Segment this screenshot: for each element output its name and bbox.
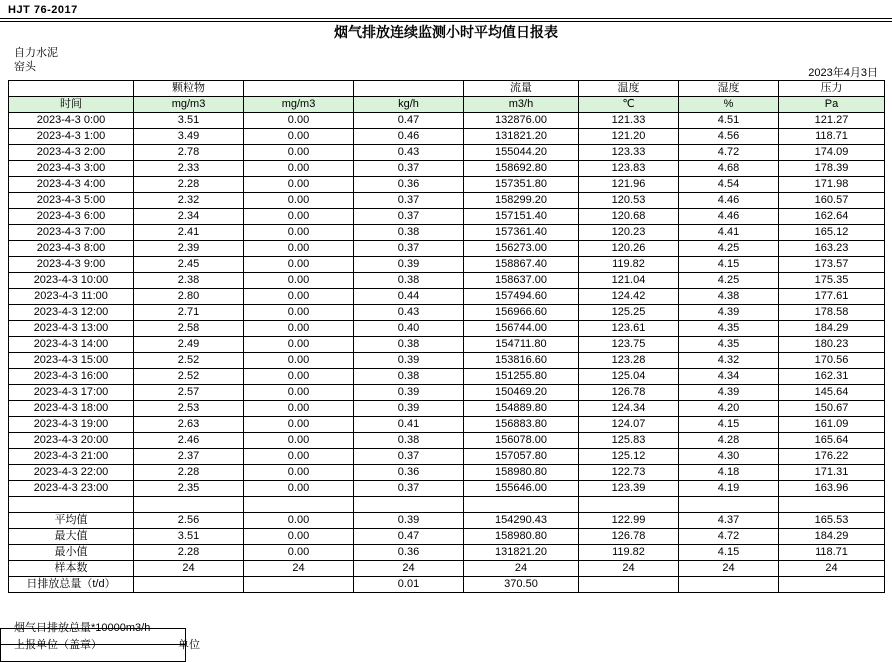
- summary-value: [779, 577, 885, 593]
- cell-value: 0.41: [354, 417, 464, 433]
- cell-time: 2023-4-3 6:00: [9, 209, 134, 225]
- cell-value: 0.00: [244, 209, 354, 225]
- cell-time: 2023-4-3 14:00: [9, 337, 134, 353]
- cell-value: 119.82: [579, 257, 679, 273]
- summary-value: 131821.20: [464, 545, 579, 561]
- cell-value: 0.00: [244, 417, 354, 433]
- table-row: [9, 225, 885, 241]
- cell-value: 3.49: [134, 129, 244, 145]
- cell-value: 0.00: [244, 289, 354, 305]
- cell-time: 2023-4-3 7:00: [9, 225, 134, 241]
- cell-value: 2.57: [134, 385, 244, 401]
- table-row: [9, 321, 885, 337]
- cell-value: 158692.80: [464, 161, 579, 177]
- cell-value: 4.18: [679, 465, 779, 481]
- cell-value: 155044.20: [464, 145, 579, 161]
- unit-cell: %: [679, 97, 779, 113]
- cell-value: 4.34: [679, 369, 779, 385]
- cell-value: 0.00: [244, 305, 354, 321]
- cell-value: 0.00: [244, 481, 354, 497]
- report-table: [8, 80, 885, 593]
- cell-time: 2023-4-3 19:00: [9, 417, 134, 433]
- spacer-cell: [579, 497, 679, 513]
- cell-value: 124.07: [579, 417, 679, 433]
- cell-time: 2023-4-3 9:00: [9, 257, 134, 273]
- summary-value: [579, 577, 679, 593]
- cell-value: 0.38: [354, 433, 464, 449]
- cell-time: 2023-4-3 3:00: [9, 161, 134, 177]
- table-row: [9, 449, 885, 465]
- cell-value: 175.35: [779, 273, 885, 289]
- table-row: [9, 401, 885, 417]
- cell-value: 0.00: [244, 353, 354, 369]
- summary-value: [244, 577, 354, 593]
- cell-value: 131821.20: [464, 129, 579, 145]
- cell-value: 123.33: [579, 145, 679, 161]
- summary-value: 158980.80: [464, 529, 579, 545]
- table-row: [9, 417, 885, 433]
- cell-value: 0.43: [354, 305, 464, 321]
- spacer-cell: [354, 497, 464, 513]
- spacer-cell: [244, 497, 354, 513]
- cell-value: 2.52: [134, 369, 244, 385]
- cell-value: 0.39: [354, 257, 464, 273]
- cell-value: 0.00: [244, 369, 354, 385]
- cell-value: 4.20: [679, 401, 779, 417]
- cell-value: 156078.00: [464, 433, 579, 449]
- cell-value: 2.53: [134, 401, 244, 417]
- cell-value: 171.31: [779, 465, 885, 481]
- table-row: [9, 209, 885, 225]
- summary-value: 2.56: [134, 513, 244, 529]
- cell-value: 0.00: [244, 241, 354, 257]
- cell-value: 157351.80: [464, 177, 579, 193]
- cell-value: 2.33: [134, 161, 244, 177]
- cell-time: 2023-4-3 8:00: [9, 241, 134, 257]
- cell-value: 121.96: [579, 177, 679, 193]
- table-row: [9, 145, 885, 161]
- cell-value: 174.09: [779, 145, 885, 161]
- cell-value: 123.39: [579, 481, 679, 497]
- cell-value: 2.71: [134, 305, 244, 321]
- cell-value: 163.23: [779, 241, 885, 257]
- cell-value: 0.00: [244, 449, 354, 465]
- table-row: [9, 369, 885, 385]
- table-row: [9, 113, 885, 129]
- organization-name: 自力水泥: [14, 47, 58, 59]
- summary-value: 24: [134, 561, 244, 577]
- summary-label: 样本数: [9, 561, 134, 577]
- cell-value: 121.27: [779, 113, 885, 129]
- cell-time: 2023-4-3 0:00: [9, 113, 134, 129]
- cell-value: 4.72: [679, 145, 779, 161]
- cell-value: 4.56: [679, 129, 779, 145]
- summary-value: 165.53: [779, 513, 885, 529]
- cell-value: 124.42: [579, 289, 679, 305]
- cell-value: 121.20: [579, 129, 679, 145]
- cell-value: 0.00: [244, 193, 354, 209]
- cell-value: 2.49: [134, 337, 244, 353]
- cell-value: 132876.00: [464, 113, 579, 129]
- cell-value: 157057.80: [464, 449, 579, 465]
- group-header-cell: 湿度: [679, 81, 779, 97]
- cell-value: 4.15: [679, 257, 779, 273]
- cell-value: 2.41: [134, 225, 244, 241]
- cell-value: 0.38: [354, 337, 464, 353]
- cell-value: 2.34: [134, 209, 244, 225]
- summary-value: [679, 577, 779, 593]
- cell-value: 4.51: [679, 113, 779, 129]
- summary-value: 4.15: [679, 545, 779, 561]
- site-name: 窑头: [14, 61, 36, 73]
- summary-value: 24: [464, 561, 579, 577]
- cell-value: 156744.00: [464, 321, 579, 337]
- cell-value: 122.73: [579, 465, 679, 481]
- summary-value: 0.01: [354, 577, 464, 593]
- summary-row-max: [9, 529, 885, 545]
- cell-value: 4.25: [679, 273, 779, 289]
- cell-value: 176.22: [779, 449, 885, 465]
- cell-value: 0.00: [244, 321, 354, 337]
- cell-value: 171.98: [779, 177, 885, 193]
- summary-label: 日排放总量（t/d）: [9, 577, 134, 593]
- cell-value: 0.00: [244, 433, 354, 449]
- summary-value: 3.51: [134, 529, 244, 545]
- unit-cell: kg/h: [354, 97, 464, 113]
- summary-value: 118.71: [779, 545, 885, 561]
- cell-value: 125.04: [579, 369, 679, 385]
- cell-value: 0.00: [244, 465, 354, 481]
- cell-value: 155646.00: [464, 481, 579, 497]
- cell-value: 0.38: [354, 225, 464, 241]
- table-row: [9, 257, 885, 273]
- summary-value: 0.36: [354, 545, 464, 561]
- cell-value: 178.58: [779, 305, 885, 321]
- footer-signature-box-top: [0, 628, 186, 645]
- cell-value: 126.78: [579, 385, 679, 401]
- cell-time: 2023-4-3 15:00: [9, 353, 134, 369]
- footer-report-unit-label: 上报单位（盖章）: [14, 639, 102, 651]
- summary-row-count: [9, 561, 885, 577]
- table-row: [9, 481, 885, 497]
- cell-value: 121.04: [579, 273, 679, 289]
- cell-value: 121.33: [579, 113, 679, 129]
- cell-value: 4.68: [679, 161, 779, 177]
- cell-value: 165.12: [779, 225, 885, 241]
- group-header-cell: 颗粒物: [134, 81, 244, 97]
- cell-value: 170.56: [779, 353, 885, 369]
- cell-value: 163.96: [779, 481, 885, 497]
- cell-value: 4.35: [679, 321, 779, 337]
- cell-value: 2.63: [134, 417, 244, 433]
- cell-value: 154889.80: [464, 401, 579, 417]
- cell-value: 161.09: [779, 417, 885, 433]
- cell-value: 2.38: [134, 273, 244, 289]
- cell-value: 2.80: [134, 289, 244, 305]
- cell-value: 0.40: [354, 321, 464, 337]
- cell-value: 2.39: [134, 241, 244, 257]
- cell-value: 173.57: [779, 257, 885, 273]
- summary-value: 0.00: [244, 513, 354, 529]
- cell-value: 150469.20: [464, 385, 579, 401]
- page-title: 烟气排放连续监测小时平均值日报表: [334, 24, 558, 40]
- cell-value: 0.38: [354, 273, 464, 289]
- table-row: [9, 433, 885, 449]
- cell-value: 162.31: [779, 369, 885, 385]
- group-header-cell: [244, 81, 354, 97]
- cell-value: 2.78: [134, 145, 244, 161]
- table-row: [9, 129, 885, 145]
- cell-value: 2.46: [134, 433, 244, 449]
- cell-value: 158980.80: [464, 465, 579, 481]
- spacer-cell: [9, 497, 134, 513]
- cell-value: 165.64: [779, 433, 885, 449]
- cell-value: 125.12: [579, 449, 679, 465]
- cell-time: 2023-4-3 13:00: [9, 321, 134, 337]
- cell-time: 2023-4-3 21:00: [9, 449, 134, 465]
- summary-value: 4.37: [679, 513, 779, 529]
- unit-cell: Pa: [779, 97, 885, 113]
- unit-cell: m3/h: [464, 97, 579, 113]
- cell-value: 0.43: [354, 145, 464, 161]
- spacer-cell: [134, 497, 244, 513]
- summary-value: 0.00: [244, 529, 354, 545]
- cell-time: 2023-4-3 4:00: [9, 177, 134, 193]
- cell-value: 0.37: [354, 241, 464, 257]
- group-header-cell: 流量: [464, 81, 579, 97]
- cell-value: 4.54: [679, 177, 779, 193]
- cell-value: 2.37: [134, 449, 244, 465]
- cell-value: 0.00: [244, 113, 354, 129]
- cell-value: 0.36: [354, 177, 464, 193]
- summary-value: 2.28: [134, 545, 244, 561]
- table-row: [9, 465, 885, 481]
- cell-value: 180.23: [779, 337, 885, 353]
- cell-value: 158867.40: [464, 257, 579, 273]
- summary-value: 119.82: [579, 545, 679, 561]
- cell-value: 0.00: [244, 145, 354, 161]
- cell-value: 3.51: [134, 113, 244, 129]
- cell-value: 158299.20: [464, 193, 579, 209]
- unit-cell: ℃: [579, 97, 679, 113]
- cell-value: 2.35: [134, 481, 244, 497]
- cell-value: 4.39: [679, 305, 779, 321]
- cell-value: 184.29: [779, 321, 885, 337]
- cell-value: 0.37: [354, 449, 464, 465]
- standard-code: HJT 76-2017: [8, 4, 78, 16]
- cell-value: 4.41: [679, 225, 779, 241]
- cell-time: 2023-4-3 20:00: [9, 433, 134, 449]
- cell-value: 4.39: [679, 385, 779, 401]
- cell-value: 120.26: [579, 241, 679, 257]
- summary-value: 0.39: [354, 513, 464, 529]
- summary-label: 平均值: [9, 513, 134, 529]
- cell-value: 0.44: [354, 289, 464, 305]
- cell-time: 2023-4-3 5:00: [9, 193, 134, 209]
- table-row: [9, 193, 885, 209]
- cell-value: 125.25: [579, 305, 679, 321]
- group-header-cell: 温度: [579, 81, 679, 97]
- cell-value: 0.00: [244, 273, 354, 289]
- summary-value: 24: [354, 561, 464, 577]
- cell-value: 157151.40: [464, 209, 579, 225]
- summary-value: 0.47: [354, 529, 464, 545]
- table-row: [9, 241, 885, 257]
- cell-time: 2023-4-3 17:00: [9, 385, 134, 401]
- cell-value: 120.53: [579, 193, 679, 209]
- cell-value: 4.28: [679, 433, 779, 449]
- spacer-cell: [779, 497, 885, 513]
- table-row: [9, 337, 885, 353]
- table-row: [9, 353, 885, 369]
- summary-value: 4.72: [679, 529, 779, 545]
- cell-value: 150.67: [779, 401, 885, 417]
- cell-value: 0.39: [354, 401, 464, 417]
- cell-value: 0.39: [354, 353, 464, 369]
- cell-time: 2023-4-3 12:00: [9, 305, 134, 321]
- cell-value: 0.37: [354, 193, 464, 209]
- cell-value: 120.68: [579, 209, 679, 225]
- cell-value: 0.47: [354, 113, 464, 129]
- cell-value: 0.37: [354, 481, 464, 497]
- summary-value: 0.00: [244, 545, 354, 561]
- cell-value: 156883.80: [464, 417, 579, 433]
- cell-value: 0.00: [244, 129, 354, 145]
- table-row: [9, 289, 885, 305]
- cell-value: 145.64: [779, 385, 885, 401]
- spacer-cell: [464, 497, 579, 513]
- table-row: [9, 305, 885, 321]
- summary-value: 24: [779, 561, 885, 577]
- cell-value: 4.30: [679, 449, 779, 465]
- cell-value: 4.38: [679, 289, 779, 305]
- cell-value: 2.58: [134, 321, 244, 337]
- cell-value: 153816.60: [464, 353, 579, 369]
- summary-value: 24: [579, 561, 679, 577]
- cell-value: 178.39: [779, 161, 885, 177]
- table-unit-row: [9, 97, 885, 113]
- cell-value: 0.00: [244, 337, 354, 353]
- cell-value: 0.00: [244, 225, 354, 241]
- footer-total-label: 烟气日排放总量*10000m3/h: [14, 622, 151, 634]
- summary-label: 最大值: [9, 529, 134, 545]
- unit-cell: mg/m3: [134, 97, 244, 113]
- cell-value: 123.75: [579, 337, 679, 353]
- footer-signature-box-bottom: [0, 645, 186, 662]
- cell-time: 2023-4-3 16:00: [9, 369, 134, 385]
- table-row: [9, 385, 885, 401]
- summary-value: 126.78: [579, 529, 679, 545]
- summary-label: 最小值: [9, 545, 134, 561]
- cell-time: 2023-4-3 18:00: [9, 401, 134, 417]
- cell-value: 0.46: [354, 129, 464, 145]
- cell-value: 151255.80: [464, 369, 579, 385]
- cell-value: 0.00: [244, 401, 354, 417]
- summary-value: 184.29: [779, 529, 885, 545]
- cell-value: 154711.80: [464, 337, 579, 353]
- table-spacer-row: [9, 497, 885, 513]
- cell-value: 4.35: [679, 337, 779, 353]
- cell-value: 124.34: [579, 401, 679, 417]
- unit-cell: mg/m3: [244, 97, 354, 113]
- group-header-cell: [354, 81, 464, 97]
- spacer-cell: [679, 497, 779, 513]
- cell-value: 2.32: [134, 193, 244, 209]
- cell-value: 156966.60: [464, 305, 579, 321]
- cell-value: 0.00: [244, 161, 354, 177]
- cell-value: 2.45: [134, 257, 244, 273]
- cell-value: 0.38: [354, 369, 464, 385]
- cell-time: 2023-4-3 10:00: [9, 273, 134, 289]
- summary-row-average: [9, 513, 885, 529]
- cell-value: 123.61: [579, 321, 679, 337]
- group-header-cell: 压力: [779, 81, 885, 97]
- cell-time: 2023-4-3 11:00: [9, 289, 134, 305]
- table-row: [9, 161, 885, 177]
- table-row: [9, 177, 885, 193]
- cell-time: 2023-4-3 1:00: [9, 129, 134, 145]
- cell-time: 2023-4-3 2:00: [9, 145, 134, 161]
- cell-value: 177.61: [779, 289, 885, 305]
- cell-value: 157361.40: [464, 225, 579, 241]
- cell-value: 0.00: [244, 257, 354, 273]
- cell-time: 2023-4-3 22:00: [9, 465, 134, 481]
- unit-cell-time: 时间: [9, 97, 134, 113]
- table-group-header-row: [9, 81, 885, 97]
- cell-value: 4.46: [679, 193, 779, 209]
- cell-value: 4.46: [679, 209, 779, 225]
- cell-value: 120.23: [579, 225, 679, 241]
- summary-value: 154290.43: [464, 513, 579, 529]
- cell-value: 125.83: [579, 433, 679, 449]
- cell-value: 0.36: [354, 465, 464, 481]
- cell-value: 157494.60: [464, 289, 579, 305]
- summary-row-daily-total: [9, 577, 885, 593]
- cell-value: 0.00: [244, 385, 354, 401]
- cell-value: 4.25: [679, 241, 779, 257]
- cell-value: 0.39: [354, 385, 464, 401]
- footer-unit-label: 单位: [178, 639, 200, 651]
- cell-value: 123.83: [579, 161, 679, 177]
- table-row: [9, 273, 885, 289]
- cell-value: 4.32: [679, 353, 779, 369]
- summary-value: 122.99: [579, 513, 679, 529]
- cell-value: 4.19: [679, 481, 779, 497]
- cell-value: 4.15: [679, 417, 779, 433]
- cell-value: 123.28: [579, 353, 679, 369]
- summary-value: 24: [679, 561, 779, 577]
- summary-value: 370.50: [464, 577, 579, 593]
- cell-value: 0.37: [354, 209, 464, 225]
- cell-value: 2.52: [134, 353, 244, 369]
- report-date: 2023年4月3日: [808, 67, 878, 79]
- cell-time: 2023-4-3 23:00: [9, 481, 134, 497]
- cell-value: 2.28: [134, 465, 244, 481]
- cell-value: 0.37: [354, 161, 464, 177]
- cell-value: 160.57: [779, 193, 885, 209]
- group-header-cell: [9, 81, 134, 97]
- cell-value: 2.28: [134, 177, 244, 193]
- summary-row-min: [9, 545, 885, 561]
- cell-value: 0.00: [244, 177, 354, 193]
- summary-value: 24: [244, 561, 354, 577]
- cell-value: 156273.00: [464, 241, 579, 257]
- summary-value: [134, 577, 244, 593]
- cell-value: 162.64: [779, 209, 885, 225]
- cell-value: 158637.00: [464, 273, 579, 289]
- cell-value: 118.71: [779, 129, 885, 145]
